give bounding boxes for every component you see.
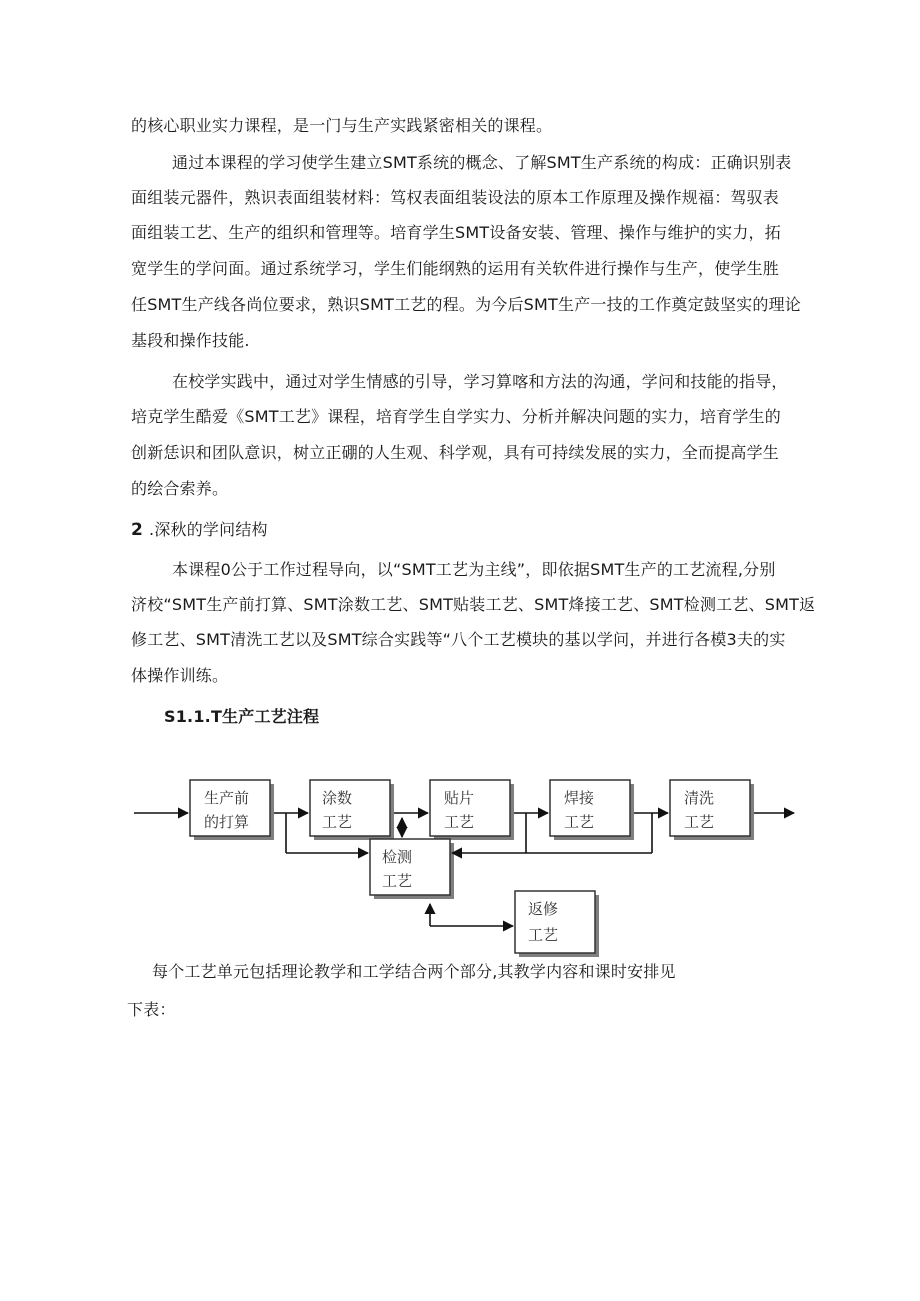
section-heading bbox=[131, 519, 268, 541]
box-placement bbox=[430, 780, 514, 840]
process-flow-diagram bbox=[120, 760, 810, 965]
paragraph-continuation: 的核心职业实力课程，是一门与生产实践紧密相关的课程。 bbox=[131, 116, 553, 135]
paragraph-line: 下表： bbox=[127, 1000, 176, 1019]
box-label: 涂数 bbox=[322, 789, 353, 807]
paragraph-line: 本课程0公于工作过程导向，以“SMT工艺为主线”，即依据SMT生产的工艺流程,分别 bbox=[172, 560, 776, 579]
paragraph-line: 修工艺、SMT清洗工艺以及SMT综合实践等“八个工艺模块的基以学问，并进行各模3夫的实 bbox=[131, 630, 786, 649]
box-label: 生产前 bbox=[204, 789, 250, 807]
box-label: 检测 bbox=[382, 848, 413, 866]
figure-caption: S1.1.T生产工艺注程 bbox=[164, 707, 320, 726]
paragraph-line: 任SMT生产线各尚位要求，熟识SMT工艺的程。为今后SMT生产一技的工作奠定鼓坚实的理论 bbox=[131, 295, 802, 314]
paragraph-line: 创新恁识和团队意识，树立正硼的人生观、科学观，具有可持续发展的实力，全而提高学生 bbox=[131, 443, 780, 462]
paragraph-line: 每个工艺单元包括理论教学和工学结合两个部分,其教学内容和课时安排见 bbox=[152, 962, 676, 981]
box-label: 工艺 bbox=[684, 813, 715, 831]
box-label: 工艺 bbox=[322, 813, 353, 831]
paragraph-line: 体操作训练。 bbox=[131, 666, 229, 685]
paragraph-line: 济校“SMT生产前打算、SMT涂数工艺、SMT贴装工艺、SMT烽接工艺、SMT检测工艺、SMT返 bbox=[131, 595, 816, 614]
box-label: 工艺 bbox=[528, 926, 559, 944]
box-coating bbox=[310, 780, 394, 840]
paragraph-line: 面组装工艺、生产的组织和管理等。培育学生SMT设备安装、管理、操作与维护的实力，拓 bbox=[131, 223, 781, 242]
paragraph-line: 在校学实践中，通过对学生情感的引导，学习算喀和方法的沟通，学问和技能的指导， bbox=[172, 372, 788, 391]
box-label: 清洗 bbox=[684, 789, 715, 807]
box-label: 焊接 bbox=[564, 789, 595, 807]
box-label: 工艺 bbox=[564, 813, 595, 831]
box-label: 工艺 bbox=[444, 813, 475, 831]
paragraph-line: 通过本课程的学习使学生建立SMT系统的概念、了解SMT生产系统的构成：正确识别表 bbox=[172, 153, 792, 172]
box-rework bbox=[515, 891, 599, 957]
paragraph-line: 基段和操作技能. bbox=[131, 331, 250, 350]
box-label: 返修 bbox=[528, 900, 559, 918]
section-number: 2 bbox=[131, 520, 144, 540]
paragraph-line: 的绘合索养。 bbox=[131, 479, 229, 498]
box-cleaning bbox=[670, 780, 754, 840]
box-label: 的打算 bbox=[204, 813, 250, 831]
box-label: 贴片 bbox=[444, 789, 475, 807]
box-label: 工艺 bbox=[382, 872, 413, 890]
paragraph-line: 宽学生的学问面。通过系统学习，学生们能纲熟的运用有关软件进行操作与生产，使学生胜 bbox=[131, 259, 780, 278]
section-title: .深秋的学问结构 bbox=[149, 520, 268, 539]
paragraph-line: 培克学生酷爱《SMT工艺》课程，培育学生自学实力、分析并解决问题的实力，培育学生的 bbox=[131, 407, 781, 426]
paragraph-line: 面组装元器件，熟识表面组装材料：笃权表面组装设法的原本工作原理及操作规福：驾驭表 bbox=[131, 188, 780, 207]
box-inspection bbox=[370, 839, 454, 899]
box-pre-production bbox=[190, 780, 274, 840]
box-soldering bbox=[550, 780, 634, 840]
